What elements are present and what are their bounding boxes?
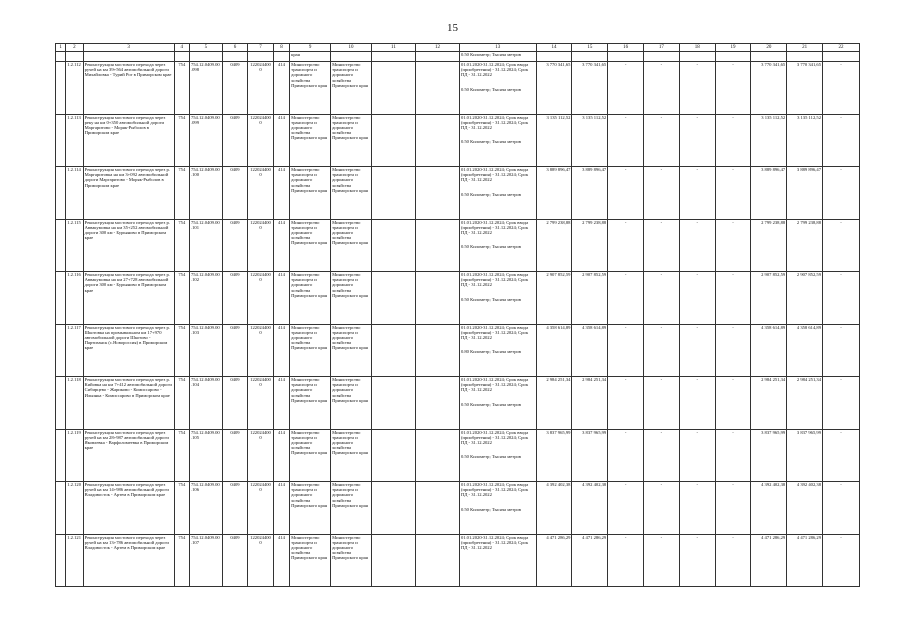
empty-cell bbox=[415, 167, 459, 220]
value-col-21: 2 799 238,88 bbox=[787, 219, 823, 272]
grbs-code: 754 bbox=[174, 429, 189, 482]
term-text: 01.01.2020-31.12.2024; Срок ввода (приобретения) - 31.12.2024; Срок ПД - 31.12.2022 bbox=[460, 167, 529, 183]
value-col-16: - bbox=[608, 377, 644, 430]
term-text: 01.01.2020-31.12.2024; Срок ввода (приобретения) - 31.12.2024; Срок ПД - 31.12.2022 bbox=[460, 219, 529, 235]
column-number-header: 1 bbox=[56, 44, 66, 52]
expense-type-code: 414 bbox=[273, 167, 289, 220]
value-col-21: 3 889 896,47 bbox=[787, 167, 823, 220]
expense-type-code: 414 bbox=[273, 219, 289, 272]
owner-name: Министерство транспорта и дорожного хозяйства Приморского края bbox=[331, 482, 372, 535]
row-number: 1.2.121 bbox=[66, 534, 83, 587]
value-col-16: - bbox=[608, 272, 644, 325]
expense-type-code: 414 bbox=[273, 272, 289, 325]
value-col-14: 4 392 402,38 bbox=[536, 482, 572, 535]
grbs-code: 754 bbox=[174, 114, 189, 167]
value-col-18: - bbox=[679, 377, 715, 430]
implementation-term bbox=[459, 429, 536, 482]
expense-type-code: 414 bbox=[273, 62, 289, 115]
value-col-20: 3 770 341,65 bbox=[751, 62, 787, 115]
object-code: 754.12.0409.00.100 bbox=[189, 167, 222, 220]
column-number-header: 22 bbox=[823, 44, 860, 52]
empty-cell bbox=[415, 534, 459, 587]
column-number-header: 14 bbox=[536, 44, 572, 52]
column-number-header: 11 bbox=[371, 44, 415, 52]
section-code: 0409 bbox=[222, 62, 248, 115]
value-col-22: - bbox=[823, 324, 860, 377]
empty-cell bbox=[415, 114, 459, 167]
value-col-17: - bbox=[644, 534, 680, 587]
value-col-22: - bbox=[823, 114, 860, 167]
target-article-code: 122024400 0 bbox=[248, 272, 274, 325]
implementation-term bbox=[459, 377, 536, 430]
empty-cell bbox=[415, 482, 459, 535]
object-name: Реконструкция мостового перехода через реку на км 0+350 автомобильной дороги Маргаритово - Моряк-Рыболов в Приморском крае bbox=[83, 114, 174, 167]
target-article-code: 122024400 0 bbox=[248, 324, 274, 377]
spacer-cell bbox=[56, 272, 66, 325]
column-number-header: 12 bbox=[415, 44, 459, 52]
value-col-15: 4 471 286,29 bbox=[572, 534, 608, 587]
term-text: 01.01.2020-31.12.2024; Срок ввода (приобретения) - 31.12.2024; Срок ПД - 31.12.2022 bbox=[460, 429, 529, 445]
object-name: Реконструкция мостового перехода через р. Шкотовка на промывальном км 17+970 автомобильной дороги Шкотово - Партизанск (с.Новороссия) в Приморском крае bbox=[83, 324, 174, 377]
value-col-21: 3 135 112,52 bbox=[787, 114, 823, 167]
grbs-code: 754 bbox=[174, 534, 189, 587]
table-row bbox=[56, 272, 860, 325]
grbs-code: 754 bbox=[174, 377, 189, 430]
column-number-header: 5 bbox=[189, 44, 222, 52]
object-name: Реконструкция мостового перехода через р. Кийовка на км 7+412 автомобильной дороги Сибирцево - Жариково - Комиссарово - Ильинка - Комиссарово в Приморском крае bbox=[83, 377, 174, 430]
row-number: 1.2.116 bbox=[66, 272, 83, 325]
section-code: 0409 bbox=[222, 482, 248, 535]
value-col-19: - bbox=[715, 377, 751, 430]
column-number-header: 6 bbox=[222, 44, 248, 52]
value-col-17: - bbox=[644, 324, 680, 377]
value-col-20: 3 889 896,47 bbox=[751, 167, 787, 220]
implementation-term bbox=[459, 534, 536, 587]
column-number-row bbox=[56, 44, 860, 52]
value-col-19: - bbox=[715, 167, 751, 220]
value-col-15: 3 135 112,52 bbox=[572, 114, 608, 167]
term-text: 01.01.2020-31.12.2024; Срок ввода (приобретения) - 31.12.2024; Срок ПД - 31.12.2022 bbox=[460, 377, 529, 393]
value-col-22: - bbox=[823, 167, 860, 220]
spacer-cell bbox=[56, 114, 66, 167]
value-col-21: 3 837 965,99 bbox=[787, 429, 823, 482]
object-code: 754.12.0409.00.101 bbox=[189, 219, 222, 272]
expense-type-code: 414 bbox=[273, 534, 289, 587]
object-code: 754.12.0409.00.106 bbox=[189, 482, 222, 535]
value-col-21: 4 392 402,38 bbox=[787, 482, 823, 535]
implementation-term bbox=[459, 324, 536, 377]
table-row bbox=[56, 167, 860, 220]
empty-cell bbox=[415, 429, 459, 482]
grbs-code: 754 bbox=[174, 167, 189, 220]
program-table bbox=[55, 43, 860, 587]
value-col-20: 2 907 852,59 bbox=[751, 272, 787, 325]
value-col-20: 2 984 251,34 bbox=[751, 377, 787, 430]
capacity-unit: 0.50 Километр; Тысяча метров bbox=[460, 191, 521, 197]
section-code: 0409 bbox=[222, 377, 248, 430]
row-number: 1.2.120 bbox=[66, 482, 83, 535]
column-number-header: 9 bbox=[290, 44, 331, 52]
implementation-term bbox=[459, 219, 536, 272]
value-col-18: - bbox=[679, 324, 715, 377]
capacity-unit: 0.50 Километр; Тысяча метров bbox=[460, 454, 521, 460]
target-article-code: 122024400 0 bbox=[248, 167, 274, 220]
value-col-16: - bbox=[608, 219, 644, 272]
empty-cell bbox=[371, 219, 415, 272]
customer-name: Министерство транспорта и дорожного хозяйства Приморского края bbox=[290, 324, 331, 377]
table-row bbox=[56, 482, 860, 535]
value-col-16: - bbox=[608, 534, 644, 587]
value-col-19: - bbox=[715, 482, 751, 535]
value-col-17: - bbox=[644, 62, 680, 115]
column-number-header: 7 bbox=[248, 44, 274, 52]
capacity-unit: 0.50 Километр; Тысяча метров bbox=[460, 244, 521, 250]
value-col-17: - bbox=[644, 219, 680, 272]
value-col-16: - bbox=[608, 167, 644, 220]
grbs-code: 754 bbox=[174, 482, 189, 535]
value-col-21: 4 471 286,29 bbox=[787, 534, 823, 587]
empty-cell bbox=[371, 482, 415, 535]
value-col-20: 3 837 965,99 bbox=[751, 429, 787, 482]
value-col-17: - bbox=[644, 482, 680, 535]
owner-name: Министерство транспорта и дорожного хозяйства Приморского края bbox=[331, 429, 372, 482]
capacity-unit: 0.50 Километр; Тысяча метров bbox=[460, 139, 521, 145]
target-article-code: 122024400 0 bbox=[248, 534, 274, 587]
value-col-18: - bbox=[679, 534, 715, 587]
capacity-unit: 0.50 Километр; Тысяча метров bbox=[460, 296, 521, 302]
implementation-term bbox=[459, 62, 536, 115]
owner-name: Министерство транспорта и дорожного хозяйства Приморского края bbox=[331, 219, 372, 272]
object-code: 754.12.0409.00.103 bbox=[189, 324, 222, 377]
capacity-unit: 0.50 Километр; Тысяча метров bbox=[460, 401, 521, 407]
continuation-row bbox=[56, 52, 860, 62]
object-name: Реконструкция мостового перехода через р. Аввакумовка на км 35+252 автомобильной дороги 300 км - Бурьяново в Приморском крае bbox=[83, 219, 174, 272]
row-number: 1.2.118 bbox=[66, 377, 83, 430]
value-col-14: 3 770 341,65 bbox=[536, 62, 572, 115]
object-code: 754.12.0409.00.099 bbox=[189, 114, 222, 167]
implementation-term bbox=[459, 114, 536, 167]
value-col-22: - bbox=[823, 62, 860, 115]
capacity-unit: 0.50 Километр; Тысяча метров bbox=[460, 86, 521, 92]
empty-cell bbox=[371, 272, 415, 325]
section-code: 0409 bbox=[222, 219, 248, 272]
section-code: 0409 bbox=[222, 114, 248, 167]
owner-name: Министерство транспорта и дорожного хозяйства Приморского края bbox=[331, 167, 372, 220]
object-code: 754.12.0409.00.102 bbox=[189, 272, 222, 325]
term-text: 01.01.2020-31.12.2024; Срок ввода (приобретения) - 31.12.2024; Срок ПД - 31.12.2022 bbox=[460, 272, 529, 288]
owner-name: Министерство транспорта и дорожного хозяйства Приморского края bbox=[331, 534, 372, 587]
empty-cell bbox=[415, 324, 459, 377]
row-number: 1.2.113 bbox=[66, 114, 83, 167]
value-col-19: - bbox=[715, 219, 751, 272]
empty-cell bbox=[415, 219, 459, 272]
value-col-20: 4 392 402,38 bbox=[751, 482, 787, 535]
customer-name: Министерство транспорта и дорожного хозяйства Приморского края bbox=[290, 429, 331, 482]
value-col-15: 2 799 238,88 bbox=[572, 219, 608, 272]
table-row bbox=[56, 219, 860, 272]
target-article-code: 122024400 0 bbox=[248, 377, 274, 430]
object-code: 754.12.0409.00.105 bbox=[189, 429, 222, 482]
value-col-16: - bbox=[608, 324, 644, 377]
value-col-14: 3 135 112,52 bbox=[536, 114, 572, 167]
target-article-code: 122024400 0 bbox=[248, 114, 274, 167]
grbs-code: 754 bbox=[174, 324, 189, 377]
value-col-17: - bbox=[644, 377, 680, 430]
object-name: Реконструкция мостового перехода через ручей на км 39+564 автомобильной дороги Михайловка - Турий Рог в Приморском крае bbox=[83, 62, 174, 115]
value-col-15: 3 889 896,47 bbox=[572, 167, 608, 220]
section-code: 0409 bbox=[222, 272, 248, 325]
value-col-21: 2 907 852,59 bbox=[787, 272, 823, 325]
spacer-cell bbox=[56, 219, 66, 272]
value-col-22: - bbox=[823, 429, 860, 482]
column-number-header: 21 bbox=[787, 44, 823, 52]
value-col-22: - bbox=[823, 482, 860, 535]
target-article-code: 122024400 0 bbox=[248, 62, 274, 115]
column-number-header: 3 bbox=[83, 44, 174, 52]
owner-name: Министерство транспорта и дорожного хозяйства Приморского края bbox=[331, 272, 372, 325]
expense-type-code: 414 bbox=[273, 429, 289, 482]
value-col-15: 4 358 614,89 bbox=[572, 324, 608, 377]
owner-name: Министерство транспорта и дорожного хозяйства Приморского края bbox=[331, 324, 372, 377]
value-col-20: 4 358 614,89 bbox=[751, 324, 787, 377]
spacer-cell bbox=[56, 324, 66, 377]
implementation-term bbox=[459, 272, 536, 325]
empty-cell bbox=[415, 272, 459, 325]
column-number-header: 19 bbox=[715, 44, 751, 52]
column-number-header: 8 bbox=[273, 44, 289, 52]
value-col-16: - bbox=[608, 482, 644, 535]
value-col-16: - bbox=[608, 62, 644, 115]
section-code: 0409 bbox=[222, 167, 248, 220]
value-col-14: 2 799 238,88 bbox=[536, 219, 572, 272]
object-name: Реконструкция мостового перехода через ручей на км 14+986 автомобильной дороги Владивосток - Артем в Приморском крае bbox=[83, 482, 174, 535]
empty-cell bbox=[371, 324, 415, 377]
value-col-14: 3 837 965,99 bbox=[536, 429, 572, 482]
page-number: 15 bbox=[447, 22, 458, 34]
row-number: 1.2.115 bbox=[66, 219, 83, 272]
empty-cell bbox=[371, 534, 415, 587]
object-code: 754.12.0409.00.104 bbox=[189, 377, 222, 430]
value-col-21: 2 984 251,34 bbox=[787, 377, 823, 430]
value-col-17: - bbox=[644, 272, 680, 325]
expense-type-code: 414 bbox=[273, 114, 289, 167]
value-col-17: - bbox=[644, 114, 680, 167]
customer-name: Министерство транспорта и дорожного хозяйства Приморского края bbox=[290, 482, 331, 535]
term-text: 01.01.2020-31.12.2024; Срок ввода (приобретения) - 31.12.2024; Срок ПД - 31.12.2022 bbox=[460, 324, 529, 340]
value-col-14: 3 889 896,47 bbox=[536, 167, 572, 220]
row-number: 1.2.119 bbox=[66, 429, 83, 482]
empty-cell bbox=[415, 377, 459, 430]
empty-cell bbox=[415, 62, 459, 115]
customer-name: Министерство транспорта и дорожного хозяйства Приморского края bbox=[290, 167, 331, 220]
value-col-18: - bbox=[679, 429, 715, 482]
implementation-term bbox=[459, 167, 536, 220]
value-col-22: - bbox=[823, 272, 860, 325]
spacer-cell bbox=[56, 429, 66, 482]
section-code: 0409 bbox=[222, 534, 248, 587]
customer-name: Министерство транспорта и дорожного хозяйства Приморского края bbox=[290, 219, 331, 272]
column-number-header: 18 bbox=[679, 44, 715, 52]
term-text: 01.01.2020-31.12.2024; Срок ввода (приобретения) - 31.12.2024; Срок ПД - 31.12.2022 bbox=[460, 62, 529, 78]
customer-name: Министерство транспорта и дорожного хозяйства Приморского края bbox=[290, 114, 331, 167]
empty-cell bbox=[371, 167, 415, 220]
value-col-15: 4 392 402,38 bbox=[572, 482, 608, 535]
value-col-18: - bbox=[679, 482, 715, 535]
section-code: 0409 bbox=[222, 324, 248, 377]
value-col-15: 3 770 341,65 bbox=[572, 62, 608, 115]
column-number-header: 4 bbox=[174, 44, 189, 52]
table-row bbox=[56, 534, 860, 587]
object-name: Реконструкция мостового перехода через р. Аввакумовка на км 27+728 автомобильной дороги 300 км - Бурьяново в Приморском крае bbox=[83, 272, 174, 325]
grbs-code: 754 bbox=[174, 219, 189, 272]
expense-type-code: 414 bbox=[273, 482, 289, 535]
empty-cell bbox=[371, 114, 415, 167]
value-col-17: - bbox=[644, 167, 680, 220]
owner-name: Министерство транспорта и дорожного хозяйства Приморского края bbox=[331, 377, 372, 430]
customer-name: Министерство транспорта и дорожного хозяйства Приморского края bbox=[290, 62, 331, 115]
value-col-18: - bbox=[679, 114, 715, 167]
value-col-22: - bbox=[823, 377, 860, 430]
value-col-15: 2 907 852,59 bbox=[572, 272, 608, 325]
column-number-header: 2 bbox=[66, 44, 83, 52]
value-col-20: 2 799 238,88 bbox=[751, 219, 787, 272]
value-col-15: 2 984 251,34 bbox=[572, 377, 608, 430]
spacer-cell bbox=[56, 167, 66, 220]
value-col-22: - bbox=[823, 219, 860, 272]
value-col-16: - bbox=[608, 114, 644, 167]
value-col-19: - bbox=[715, 272, 751, 325]
owner-name: Министерство транспорта и дорожного хозяйства Приморского края bbox=[331, 114, 372, 167]
value-col-19: - bbox=[715, 429, 751, 482]
value-col-19: - bbox=[715, 324, 751, 377]
column-number-header: 16 bbox=[608, 44, 644, 52]
grbs-code: 754 bbox=[174, 62, 189, 115]
value-col-18: - bbox=[679, 219, 715, 272]
table-row bbox=[56, 377, 860, 430]
value-col-22: - bbox=[823, 534, 860, 587]
target-article-code: 122024400 0 bbox=[248, 219, 274, 272]
expense-type-code: 414 bbox=[273, 377, 289, 430]
table-row bbox=[56, 429, 860, 482]
object-name: Реконструкция мостового перехода через ручей на км 28+987 автомобильной дороги Яковлевка - Варфоломеевка в Приморском крае bbox=[83, 429, 174, 482]
table-row bbox=[56, 114, 860, 167]
empty-cell bbox=[371, 62, 415, 115]
section-code: 0409 bbox=[222, 429, 248, 482]
value-col-18: - bbox=[679, 272, 715, 325]
value-col-20: 3 135 112,52 bbox=[751, 114, 787, 167]
value-col-19: - bbox=[715, 114, 751, 167]
row-number: 1.2.114 bbox=[66, 167, 83, 220]
column-number-header: 17 bbox=[644, 44, 680, 52]
spacer-cell bbox=[56, 377, 66, 430]
value-col-16: - bbox=[608, 429, 644, 482]
value-col-14: 4 358 614,89 bbox=[536, 324, 572, 377]
term-text: 01.01.2020-31.12.2024; Срок ввода (приобретения) - 31.12.2024; Срок ПД - 31.12.2022 bbox=[460, 114, 529, 130]
row-number: 1.2.112 bbox=[66, 62, 83, 115]
value-col-18: - bbox=[679, 62, 715, 115]
value-col-14: 2 907 852,59 bbox=[536, 272, 572, 325]
empty-cell bbox=[371, 377, 415, 430]
column-number-header: 15 bbox=[572, 44, 608, 52]
empty-cell bbox=[371, 429, 415, 482]
value-col-14: 4 471 286,29 bbox=[536, 534, 572, 587]
table-row bbox=[56, 62, 860, 115]
implementation-term bbox=[459, 482, 536, 535]
value-col-15: 3 837 965,99 bbox=[572, 429, 608, 482]
expense-type-code: 414 bbox=[273, 324, 289, 377]
owner-name: Министерство транспорта и дорожного хозяйства Приморского края bbox=[331, 62, 372, 115]
capacity-unit: 0.80 Километр; Тысяча метров bbox=[460, 349, 521, 355]
term-text: 01.01.2020-31.12.2024; Срок ввода (приобретения) - 31.12.2024; Срок ПД - 31.12.2022 bbox=[460, 534, 529, 550]
target-article-code: 122024400 0 bbox=[248, 482, 274, 535]
column-number-header: 20 bbox=[751, 44, 787, 52]
object-name: Реконструкция мостового перехода через ручей на км 13+786 автомобильной дороги Владивосток - Артем в Приморском крае bbox=[83, 534, 174, 587]
value-col-21: 4 358 614,89 bbox=[787, 324, 823, 377]
value-col-19: - bbox=[715, 62, 751, 115]
object-code: 754.12.0409.00.107 bbox=[189, 534, 222, 587]
object-name: Реконструкция мостового перехода через р. Маргаритовка на км 3+092 автомобильной дороги Маргаритово - Моряк-Рыболов в Приморском крае bbox=[83, 167, 174, 220]
target-article-code: 122024400 0 bbox=[248, 429, 274, 482]
term-text: 01.01.2020-31.12.2024; Срок ввода (приобретения) - 31.12.2024; Срок ПД - 31.12.2022 bbox=[460, 482, 529, 498]
table-row bbox=[56, 324, 860, 377]
column-number-header: 13 bbox=[459, 44, 536, 52]
value-col-20: 4 471 286,29 bbox=[751, 534, 787, 587]
continuation-owner: края bbox=[290, 52, 331, 62]
value-col-19: - bbox=[715, 534, 751, 587]
spacer-cell bbox=[56, 534, 66, 587]
object-code: 754.12.0409.00.098 bbox=[189, 62, 222, 115]
capacity-unit: 0.50 Километр; Тысяча метров bbox=[460, 506, 521, 512]
customer-name: Министерство транспорта и дорожного хозяйства Приморского края bbox=[290, 272, 331, 325]
value-col-18: - bbox=[679, 167, 715, 220]
spacer-cell bbox=[56, 482, 66, 535]
grbs-code: 754 bbox=[174, 272, 189, 325]
customer-name: Министерство транспорта и дорожного хозяйства Приморского края bbox=[290, 534, 331, 587]
customer-name: Министерство транспорта и дорожного хозяйства Приморского края bbox=[290, 377, 331, 430]
value-col-21: 3 770 341,65 bbox=[787, 62, 823, 115]
spacer-cell bbox=[56, 62, 66, 115]
value-col-14: 2 984 251,34 bbox=[536, 377, 572, 430]
column-number-header: 10 bbox=[331, 44, 372, 52]
row-number: 1.2.117 bbox=[66, 324, 83, 377]
value-col-17: - bbox=[644, 429, 680, 482]
continuation-unit-note: 0.50 Километр; Тысяча метров bbox=[459, 52, 536, 62]
